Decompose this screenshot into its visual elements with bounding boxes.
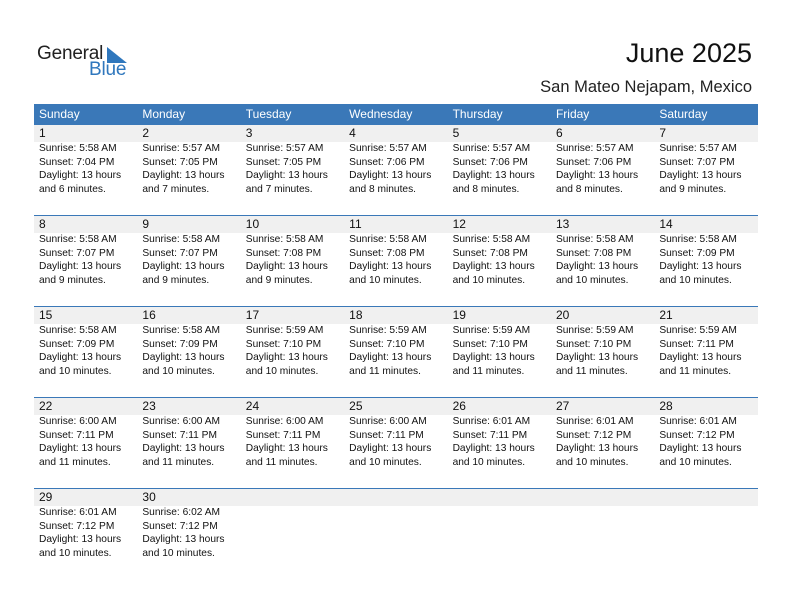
daylight-minutes-text: and 11 minutes. — [659, 365, 732, 377]
daylight-minutes-text: and 10 minutes. — [142, 365, 215, 377]
daylight-minutes-text: and 10 minutes. — [39, 365, 112, 377]
sunset-text: Sunset: 7:12 PM — [142, 520, 218, 532]
sunset-text: Sunset: 7:10 PM — [245, 338, 322, 350]
sunset-text: Sunset: 7:06 PM — [452, 156, 528, 168]
daylight-text: Daylight: 13 hours — [349, 443, 432, 454]
sunrise-text: Sunrise: 5:59 AM — [555, 325, 634, 336]
daylight-minutes-text: and 10 minutes. — [142, 547, 215, 559]
day-number: 30 — [142, 490, 156, 504]
day-number — [659, 489, 757, 506]
daylight-text: Daylight: 13 hours — [142, 261, 225, 272]
sunrise-text: Sunrise: 5:59 AM — [659, 325, 737, 336]
daylight-text: Daylight: 13 hours — [659, 261, 742, 272]
day-cell — [137, 489, 240, 560]
sunset-text: Sunset: 7:05 PM — [245, 156, 322, 168]
calendar-weeks — [34, 125, 758, 579]
calendar — [34, 104, 758, 579]
sunrise-text: Sunrise: 6:02 AM — [142, 507, 220, 518]
sunrise-text: Sunrise: 5:59 AM — [245, 325, 324, 336]
weekday-saturday: Saturday — [659, 107, 708, 121]
daylight-minutes-text: and 10 minutes. — [245, 365, 319, 377]
day-cell — [448, 125, 551, 196]
sunrise-text: Sunrise: 5:57 AM — [452, 143, 531, 154]
weekday-header — [34, 104, 758, 125]
logo-text-blue: Blue — [89, 59, 127, 80]
daylight-minutes-text: and 10 minutes. — [452, 274, 526, 286]
daylight-minutes-text: and 8 minutes. — [555, 183, 623, 195]
day-number: 24 — [245, 399, 260, 413]
sunset-text: Sunset: 7:10 PM — [555, 338, 632, 350]
sunrise-text: Sunrise: 6:00 AM — [349, 416, 427, 427]
daylight-minutes-text: and 10 minutes. — [555, 456, 629, 468]
weekday-thursday: Thursday — [452, 107, 503, 121]
sunrise-text: Sunrise: 5:57 AM — [555, 143, 634, 154]
day-number: 17 — [245, 308, 260, 322]
day-number — [556, 489, 654, 506]
weekday-friday: Friday — [555, 107, 590, 121]
sunrise-text: Sunrise: 5:57 AM — [245, 143, 324, 154]
location-subtitle: San Mateo Nejapam, Mexico — [540, 78, 752, 96]
daylight-text: Daylight: 13 hours — [452, 443, 535, 454]
sunset-text: Sunset: 7:11 PM — [39, 429, 114, 441]
sunrise-text: Sunrise: 5:57 AM — [659, 143, 737, 154]
empty-day-cell — [241, 489, 344, 560]
daylight-text: Daylight: 13 hours — [39, 261, 122, 272]
daylight-text: Daylight: 13 hours — [452, 352, 535, 363]
daylight-text: Daylight: 13 hours — [39, 443, 122, 454]
daylight-text: Daylight: 13 hours — [39, 534, 122, 545]
day-number: 9 — [142, 217, 150, 231]
day-number: 18 — [349, 308, 363, 322]
day-number: 21 — [659, 308, 673, 322]
day-cell — [34, 398, 137, 469]
sunset-text: Sunset: 7:06 PM — [349, 156, 425, 168]
sunrise-text: Sunrise: 6:00 AM — [142, 416, 220, 427]
sunset-text: Sunset: 7:05 PM — [142, 156, 218, 168]
day-number: 11 — [349, 217, 362, 231]
daylight-minutes-text: and 11 minutes. — [349, 365, 421, 377]
day-cell — [654, 216, 757, 287]
sunrise-text: Sunrise: 6:01 AM — [659, 416, 737, 427]
sunset-text: Sunset: 7:12 PM — [659, 429, 735, 441]
day-cell — [137, 307, 240, 378]
day-cell — [241, 216, 344, 287]
sunrise-text: Sunrise: 5:57 AM — [142, 143, 220, 154]
week-row — [34, 125, 758, 215]
empty-day-cell — [448, 489, 551, 560]
day-number: 4 — [349, 126, 356, 140]
sunrise-text: Sunrise: 5:58 AM — [245, 234, 324, 245]
day-number: 1 — [39, 126, 46, 140]
day-number: 23 — [142, 399, 156, 413]
day-number: 5 — [452, 126, 460, 140]
daylight-text: Daylight: 13 hours — [555, 170, 639, 181]
daylight-text: Daylight: 13 hours — [659, 170, 742, 181]
day-number: 20 — [555, 308, 570, 322]
sunrise-text: Sunrise: 5:58 AM — [659, 234, 737, 245]
day-cell — [448, 307, 551, 378]
sunset-text: Sunset: 7:04 PM — [39, 156, 115, 168]
sunset-text: Sunset: 7:11 PM — [245, 429, 321, 441]
daylight-text: Daylight: 13 hours — [39, 352, 122, 363]
daylight-text: Daylight: 13 hours — [555, 261, 639, 272]
sunset-text: Sunset: 7:08 PM — [245, 247, 322, 259]
daylight-minutes-text: and 11 minutes. — [142, 456, 215, 468]
empty-day-cell — [344, 489, 447, 560]
empty-day-cell — [654, 489, 757, 560]
daylight-minutes-text: and 10 minutes. — [349, 274, 422, 286]
daylight-minutes-text: and 6 minutes. — [39, 183, 106, 195]
day-cell — [344, 307, 447, 378]
day-cell — [241, 125, 344, 196]
logo — [37, 43, 137, 83]
daylight-text: Daylight: 13 hours — [452, 261, 535, 272]
day-cell — [448, 216, 551, 287]
sunrise-text: Sunrise: 5:59 AM — [452, 325, 531, 336]
daylight-minutes-text: and 7 minutes. — [245, 183, 313, 195]
week-row — [34, 397, 758, 488]
day-number: 16 — [142, 308, 156, 322]
daylight-text: Daylight: 13 hours — [142, 534, 225, 545]
daylight-minutes-text: and 11 minutes. — [39, 456, 111, 468]
day-number: 19 — [452, 308, 466, 322]
day-cell — [344, 216, 447, 287]
day-cell — [551, 216, 654, 287]
sunset-text: Sunset: 7:11 PM — [142, 429, 217, 441]
day-cell — [551, 398, 654, 469]
weekday-monday: Monday — [142, 107, 186, 121]
day-number: 27 — [555, 399, 570, 413]
daylight-text: Daylight: 13 hours — [39, 170, 122, 181]
daylight-minutes-text: and 10 minutes. — [39, 547, 112, 559]
day-number: 26 — [452, 399, 466, 413]
sunrise-text: Sunrise: 5:58 AM — [39, 234, 117, 245]
day-number: 28 — [659, 399, 673, 413]
sunrise-text: Sunrise: 6:01 AM — [39, 507, 117, 518]
daylight-text: Daylight: 13 hours — [659, 443, 742, 454]
sunset-text: Sunset: 7:06 PM — [555, 156, 632, 168]
day-number — [246, 489, 344, 506]
day-number: 25 — [349, 399, 363, 413]
sunrise-text: Sunrise: 6:01 AM — [555, 416, 634, 427]
day-number: 29 — [39, 490, 53, 504]
empty-day-cell — [551, 489, 654, 560]
day-cell — [654, 307, 757, 378]
day-number: 14 — [659, 217, 673, 231]
sunrise-text: Sunrise: 5:58 AM — [39, 143, 117, 154]
weekday-sunday: Sunday — [39, 107, 80, 121]
day-cell — [137, 398, 240, 469]
sunrise-text: Sunrise: 6:01 AM — [452, 416, 531, 427]
day-cell — [137, 216, 240, 287]
weekday-tuesday: Tuesday — [245, 107, 292, 121]
daylight-minutes-text: and 10 minutes. — [452, 456, 526, 468]
day-cell — [34, 307, 137, 378]
daylight-minutes-text: and 11 minutes. — [452, 365, 525, 377]
logo-text-general: General — [37, 43, 104, 64]
daylight-minutes-text: and 10 minutes. — [659, 456, 732, 468]
daylight-text: Daylight: 13 hours — [142, 443, 225, 454]
daylight-text: Daylight: 13 hours — [245, 352, 328, 363]
daylight-minutes-text: and 8 minutes. — [452, 183, 520, 195]
weekday-wednesday: Wednesday — [349, 107, 413, 121]
sunrise-text: Sunrise: 5:58 AM — [349, 234, 427, 245]
sunset-text: Sunset: 7:09 PM — [39, 338, 115, 350]
sunset-text: Sunset: 7:07 PM — [659, 156, 735, 168]
sunset-text: Sunset: 7:11 PM — [659, 338, 734, 350]
day-cell — [344, 125, 447, 196]
daylight-text: Daylight: 13 hours — [142, 352, 225, 363]
day-number: 8 — [39, 217, 46, 231]
daylight-text: Daylight: 13 hours — [349, 352, 432, 363]
daylight-text: Daylight: 13 hours — [659, 352, 742, 363]
daylight-minutes-text: and 9 minutes. — [245, 274, 313, 286]
day-cell — [34, 216, 137, 287]
daylight-minutes-text: and 9 minutes. — [659, 183, 727, 195]
day-cell — [551, 307, 654, 378]
sunset-text: Sunset: 7:09 PM — [142, 338, 218, 350]
sunrise-text: Sunrise: 5:58 AM — [555, 234, 634, 245]
sunset-text: Sunset: 7:08 PM — [555, 247, 632, 259]
sunset-text: Sunset: 7:07 PM — [142, 247, 218, 259]
sunset-text: Sunset: 7:07 PM — [39, 247, 115, 259]
day-cell — [654, 398, 757, 469]
day-cell — [654, 125, 757, 196]
sunrise-text: Sunrise: 6:00 AM — [39, 416, 117, 427]
day-cell — [241, 307, 344, 378]
daylight-minutes-text: and 7 minutes. — [142, 183, 210, 195]
sunset-text: Sunset: 7:12 PM — [39, 520, 115, 532]
sunrise-text: Sunrise: 5:58 AM — [142, 234, 220, 245]
daylight-text: Daylight: 13 hours — [349, 170, 432, 181]
daylight-text: Daylight: 13 hours — [245, 443, 328, 454]
daylight-minutes-text: and 11 minutes. — [555, 365, 628, 377]
day-cell — [34, 125, 137, 196]
day-cell — [137, 125, 240, 196]
sunrise-text: Sunrise: 5:59 AM — [349, 325, 427, 336]
day-number: 3 — [245, 126, 253, 140]
sunset-text: Sunset: 7:12 PM — [555, 429, 632, 441]
daylight-text: Daylight: 13 hours — [555, 443, 639, 454]
sunset-text: Sunset: 7:09 PM — [659, 247, 735, 259]
sunset-text: Sunset: 7:11 PM — [452, 429, 528, 441]
week-row — [34, 215, 758, 306]
daylight-text: Daylight: 13 hours — [452, 170, 535, 181]
daylight-minutes-text: and 8 minutes. — [349, 183, 416, 195]
sunset-text: Sunset: 7:11 PM — [349, 429, 424, 441]
sunset-text: Sunset: 7:10 PM — [452, 338, 528, 350]
sunrise-text: Sunrise: 5:58 AM — [39, 325, 117, 336]
daylight-minutes-text: and 10 minutes. — [659, 274, 732, 286]
daylight-minutes-text: and 10 minutes. — [349, 456, 422, 468]
daylight-minutes-text: and 10 minutes. — [555, 274, 629, 286]
day-cell — [241, 398, 344, 469]
sunrise-text: Sunrise: 5:57 AM — [349, 143, 427, 154]
day-cell — [448, 398, 551, 469]
daylight-minutes-text: and 11 minutes. — [245, 456, 318, 468]
daylight-text: Daylight: 13 hours — [555, 352, 639, 363]
day-number: 22 — [39, 399, 53, 413]
day-number: 2 — [142, 126, 150, 140]
day-number: 15 — [39, 308, 53, 322]
day-number: 13 — [555, 217, 570, 231]
day-cell — [34, 489, 137, 560]
daylight-text: Daylight: 13 hours — [142, 170, 225, 181]
daylight-minutes-text: and 9 minutes. — [39, 274, 106, 286]
day-number — [453, 489, 551, 506]
week-row — [34, 488, 758, 579]
sunrise-text: Sunrise: 5:58 AM — [142, 325, 220, 336]
day-number: 7 — [659, 126, 667, 140]
sunrise-text: Sunrise: 5:58 AM — [452, 234, 531, 245]
sunrise-text: Sunrise: 6:00 AM — [245, 416, 324, 427]
day-cell — [551, 125, 654, 196]
daylight-text: Daylight: 13 hours — [349, 261, 432, 272]
sunset-text: Sunset: 7:08 PM — [452, 247, 528, 259]
day-number: 12 — [452, 217, 466, 231]
sunset-text: Sunset: 7:08 PM — [349, 247, 425, 259]
daylight-minutes-text: and 9 minutes. — [142, 274, 210, 286]
page-title: June 2025 — [625, 38, 752, 68]
daylight-text: Daylight: 13 hours — [245, 170, 328, 181]
day-number — [349, 489, 447, 506]
day-cell — [344, 398, 447, 469]
day-number: 6 — [555, 126, 563, 140]
week-row — [34, 306, 758, 397]
sunset-text: Sunset: 7:10 PM — [349, 338, 425, 350]
daylight-text: Daylight: 13 hours — [245, 261, 328, 272]
day-number: 10 — [245, 217, 260, 231]
